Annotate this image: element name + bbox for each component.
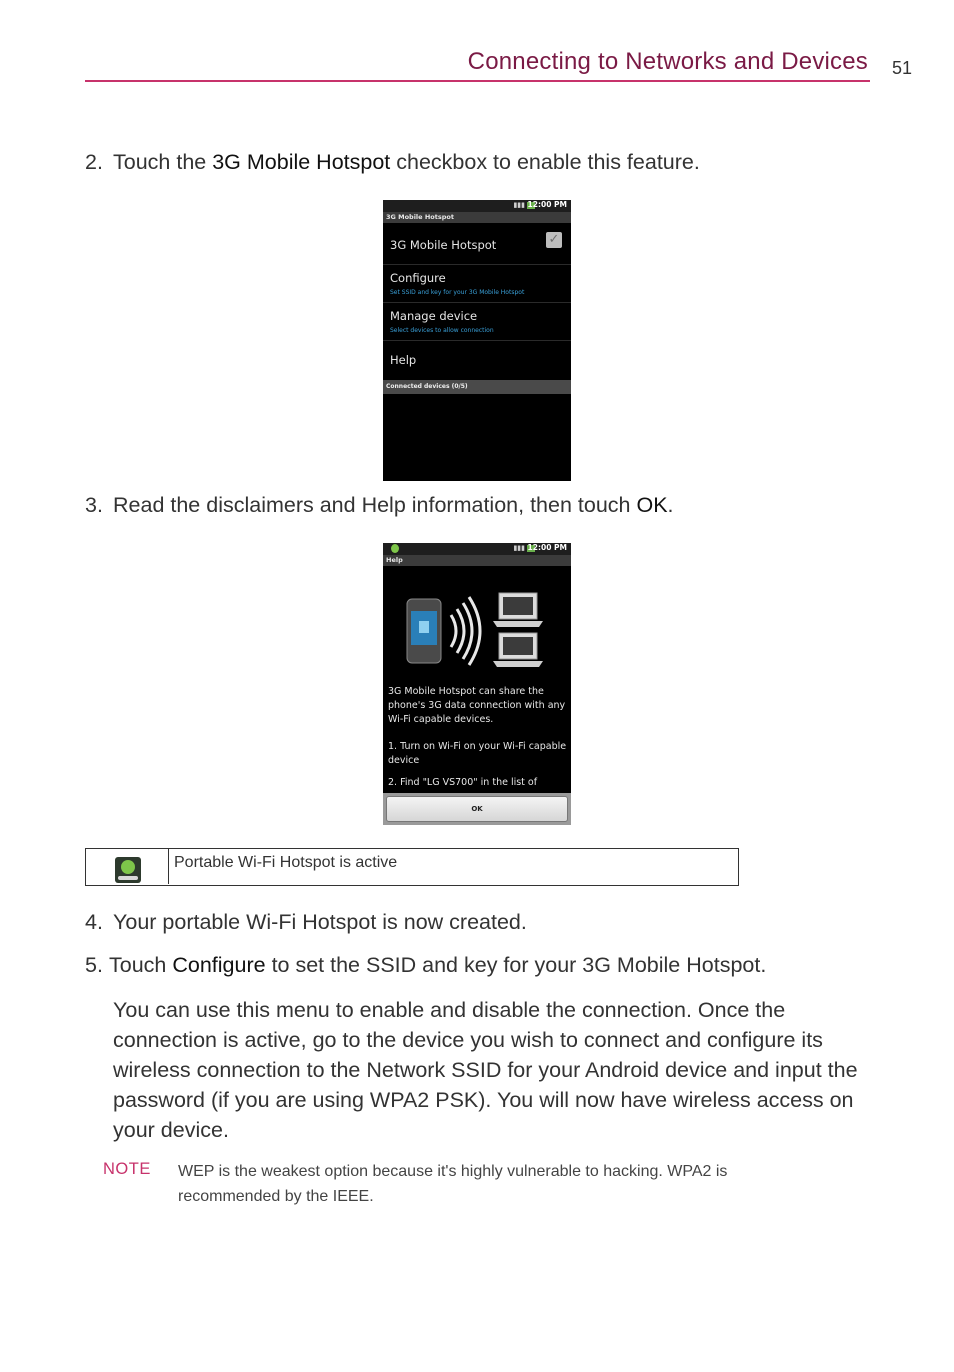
help-step-2: 2. Find "LG VS700" in the list of [388, 777, 538, 788]
screen-title: Help [383, 555, 571, 566]
step-text: Read the disclaimers and Help information, then touch [113, 493, 637, 517]
ok-button[interactable]: OK [386, 796, 568, 822]
hotspot-checkbox[interactable]: ✓ [546, 232, 562, 248]
header-rule [85, 80, 870, 82]
phone-app-icon [419, 621, 429, 633]
hotspot-settings-screenshot [383, 200, 571, 481]
hotspot-help-screenshot [383, 543, 571, 825]
menu-item-help[interactable] [383, 340, 571, 380]
note-text: WEP is the weakest option because it's highly vulnerable to hacking. WPA2 is recommended by the IEEE. [178, 1163, 728, 1205]
wifi-wave-icon [451, 615, 456, 647]
menu-item-title: Help [390, 353, 417, 367]
step-bold: Configure [172, 953, 266, 977]
step-3 [85, 493, 674, 518]
step-number: 5. [85, 953, 103, 977]
menu-item-subtitle: Set SSID and key for your 3G Mobile Hotspot [390, 289, 525, 296]
menu-item-manage-device[interactable] [383, 302, 571, 341]
signal-icon: ▮▮▮ [513, 201, 525, 209]
laptop-screen-icon [503, 637, 533, 655]
status-time: 12:00 PM [527, 200, 567, 209]
step-text: Touch the [113, 150, 213, 174]
menu-item-title: Manage device [390, 309, 478, 323]
signal-icon: ▮▮▮ [513, 544, 525, 552]
step-4 [85, 910, 527, 935]
screen-title: 3G Mobile Hotspot [383, 212, 571, 223]
notification-table [85, 848, 739, 886]
menu-item-title: Configure [390, 271, 446, 285]
step-number: 3. [85, 493, 103, 517]
notification-icon-cell [86, 849, 169, 884]
note-label: NOTE [103, 1160, 151, 1178]
page-number: 51 [892, 58, 913, 78]
step-number: 2. [85, 150, 103, 174]
help-step-1: 1. Turn on Wi-Fi on your Wi-Fi capable device [388, 741, 567, 766]
hotspot-active-icon [115, 857, 141, 883]
step-text: to set the SSID and key for your 3G Mobile Hotspot. [265, 953, 767, 977]
status-bar [383, 543, 571, 555]
menu-item-hotspot[interactable] [383, 223, 571, 265]
menu-item-title: 3G Mobile Hotspot [390, 238, 497, 252]
step-text: . [667, 493, 674, 517]
menu-item-subtitle: Select devices to allow connection [390, 327, 494, 334]
step-5 [85, 953, 766, 978]
body-paragraph: You can use this menu to enable and disable the connection. Once the connection is active, go to the device you wish to connect and configure its wireless connection to the Network SSID for your Android device and input the password (if you are using WPA2 PSK). You will now have wireless access on your device. [113, 998, 858, 1142]
step-text: Touch [109, 953, 173, 977]
status-bar [383, 200, 571, 212]
step-text: checkbox to enable this feature. [390, 150, 700, 174]
step-2 [85, 150, 700, 175]
hotspot-illustration [383, 571, 571, 691]
hotspot-status-icon [391, 544, 399, 553]
connected-devices-header: Connected devices (0/5) [383, 380, 571, 394]
status-time: 12:00 PM [527, 543, 567, 552]
laptop-screen-icon [503, 597, 533, 615]
menu-item-configure[interactable] [383, 264, 571, 303]
help-paragraph: 3G Mobile Hotspot can share the phone's 3G data connection with any Wi-Fi capable devices. [388, 686, 566, 725]
ok-bar [383, 793, 571, 825]
notification-text: Portable Wi-Fi Hotspot is active [174, 854, 398, 871]
step-number: 4. [85, 910, 103, 934]
section-title: Connecting to Networks and Devices [467, 48, 868, 75]
laptop-base-icon [493, 661, 543, 667]
step-bold: OK [636, 493, 668, 517]
wifi-wave-icon [457, 609, 464, 653]
step-text: Your portable Wi-Fi Hotspot is now created. [113, 910, 527, 934]
laptop-base-icon [493, 621, 543, 627]
step-bold: 3G Mobile Hotspot [212, 150, 391, 174]
